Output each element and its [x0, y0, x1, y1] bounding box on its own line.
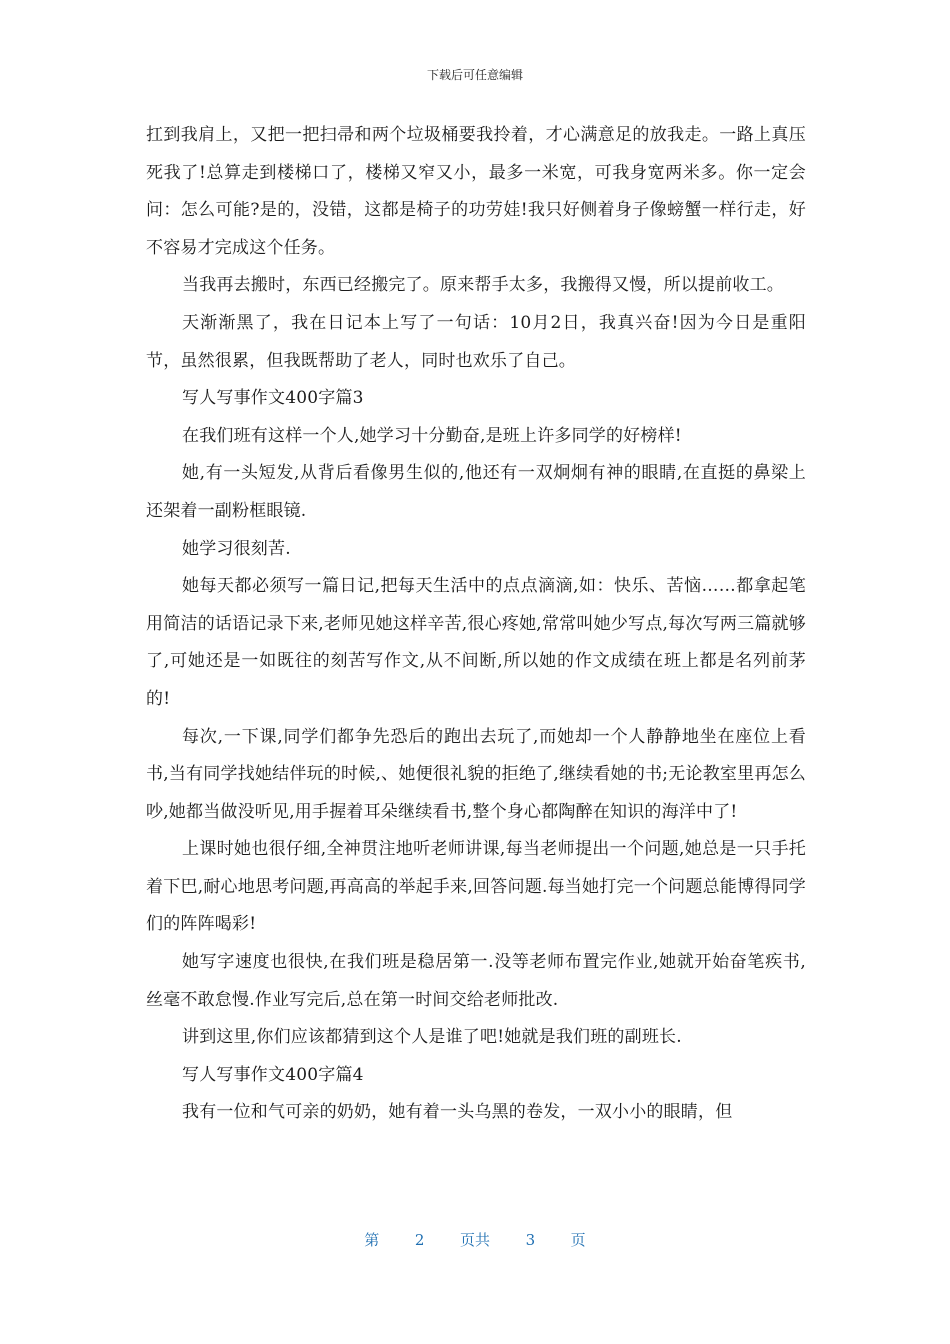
footer-prefix: 第 [364, 1231, 380, 1249]
paragraph-2: 当我再去搬时，东西已经搬完了。原来帮手太多，我搬得又慢，所以提前收工。 [182, 275, 784, 296]
paragraph-12: 讲到这里,你们应该都猜到这个人是谁了吧!她就是我们班的副班长. [182, 1027, 682, 1048]
page-header-note: 下载后可任意编辑 [426, 68, 523, 82]
paragraph-1: 扛到我肩上，又把一把扫帚和两个垃圾桶要我拎着，才心满意足的放我走。一路上真压死我了!总算走到楼梯口了，楼梯又窄又小，最多一米宽，可我身宽两米多。你一定会问：怎么可能?是的，没错，这都是椅子的功劳娃!我只好侧着身子像螃蟹一样行走，好不容易才完成这个任务。 [146, 125, 806, 258]
footer-middle: 页共 [459, 1231, 490, 1249]
paragraph-8: 她每天都必须写一篇日记,把每天生活中的点点滴滴,如：快乐、苦恼……都拿起笔用简洁的话语记录下来,老师见她这样辛苦,很心疼她,常常叫她少写点,每次写两三篇就够了,可她还是一如既往的刻苦写作文,从不间断,所以她的作文成绩在班上都是名列前茅的! [146, 576, 806, 709]
paragraph-6: 她,有一头短发,从背后看像男生似的,他还有一双炯炯有神的眼睛,在直挺的鼻梁上还架着一副粉框眼镜. [146, 463, 806, 521]
page-number-footer [0, 1231, 950, 1249]
paragraph-14: 我有一位和气可亲的奶奶，她有着一头乌黑的卷发，一双小小的眼睛，但 [182, 1102, 733, 1123]
footer-current-page: 2 [414, 1231, 425, 1249]
paragraph-9: 每次,一下课,同学们都争先恐后的跑出去玩了,而她却一个人静静地坐在座位上看书,当有同学找她结伴玩的时候,、她便很礼貌的拒绝了,继续看她的书;无论教室里再怎么吵,她都当做没听见,用手握着耳朵继续看书,整个身心都陶醉在知识的海洋中了! [146, 726, 806, 822]
paragraph-10: 上课时她也很仔细,全神贯注地听老师讲课,每当老师提出一个问题,她总是一只手托着下巴,耐心地思考问题,再高高的举起手来,回答问题.每当她打完一个问题总能博得同学们的阵阵喝彩! [146, 839, 806, 935]
section-heading-4: 写人写事作文400字篇4 [182, 1064, 364, 1085]
paragraph-5: 在我们班有这样一个人,她学习十分勤奋,是班上许多同学的好榜样! [182, 425, 682, 446]
paragraph-7: 她学习很刻苦. [182, 538, 291, 559]
document-body [146, 117, 806, 1132]
section-heading-3: 写人写事作文400字篇3 [182, 388, 364, 409]
paragraph-11: 她写字速度也很快,在我们班是稳居第一.没等老师布置完作业,她就开始奋笔疾书,丝毫不敢怠慢.作业写完后,总在第一时间交给老师批改. [146, 952, 806, 1010]
footer-suffix: 页 [570, 1231, 586, 1249]
paragraph-3: 天渐渐黑了，我在日记本上写了一句话：10月2日，我真兴奋!因为今日是重阳节，虽然很累，但我既帮助了老人，同时也欢乐了自己。 [146, 312, 806, 371]
footer-total-pages: 3 [525, 1231, 536, 1249]
